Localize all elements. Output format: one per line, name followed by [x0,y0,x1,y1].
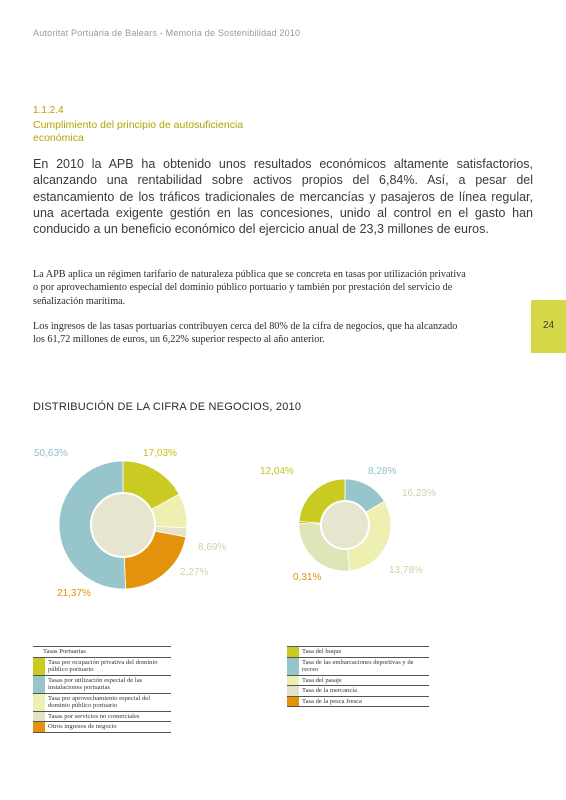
legend-swatch-orange [33,722,45,732]
lead-paragraph: En 2010 la APB ha obtenido unos resultados económicos altamente satisfactorios, alcanzando una rentabilidad sobre activos propios del 6,84%. Así, a pesar del estancamiento de los tráficos tradicionales de mercancías y pasajeros de línea regular, una acertada exigente gestión en las concesiones, unido al control en el gasto han conducido a un beneficio económico del ejercicio anual de 23,3 millones de euros. [33,157,533,237]
pie-right-label-orange: 0,31% [293,572,322,583]
donut-center [321,501,369,549]
chart-title: DISTRIBUCIÓN DE LA CIFRA DE NEGOCIOS, 2010 [33,401,302,413]
legend-header: Tasas Portuarias [43,648,86,655]
legend-swatch-beige [33,712,45,722]
legend-item [33,712,171,723]
pie-left-label-blue: 50,63% [34,448,68,459]
legend-label: Tasa del pasaje [302,676,342,684]
legend-swatch-pale-yellow [287,676,299,686]
donut-center [91,493,155,557]
pie-right-label-blue: 8,28% [368,466,397,477]
legend-label: Tasa por aprovechamiento especial del dominio público portuario [48,694,151,709]
legend-swatch-blue [287,658,299,675]
legend-swatch-pale-yellow [33,694,45,711]
legend-item [33,676,171,694]
legend-left [33,646,171,733]
legend-label: Tasa de la mercancía [302,687,358,694]
legend-label: Tasas por servicios no comerciales [48,712,140,720]
legend-label: Tasa de la pesca fresca [302,697,362,705]
legend-item [33,694,171,712]
page-header: Autoritat Portuària de Balears - Memoria de Sostenibilidad 2010 [33,28,301,38]
pie-left-label-orange: 21,37% [57,588,91,599]
section-number: 1.1.2.4 [33,105,64,116]
legend-swatch-orange [287,697,299,707]
legend-item [33,722,171,733]
pie-chart-left [59,461,187,589]
legend-header-row [33,647,171,658]
pie-left-label-beige: 2,27% [180,567,209,578]
legend-label: Tasa por ocupación privativa del dominio público portuario [48,658,158,673]
legend-item [287,686,429,697]
legend-swatch-blue [33,676,45,693]
legend-swatch-beige [287,686,299,696]
legend-item [287,697,429,708]
page-number: 24 [542,320,555,331]
legend-item [287,658,429,676]
body-paragraph-2: Los ingresos de las tasas portuarias contribuyen cerca del 80% de la cifra de negocios, que ha alcanzado los 61,72 millones de euros, un 6,22% superior respecto al año anterior. [33,321,458,346]
legend-label: Tasa del buque [302,648,342,655]
legend-label: Otros ingresos de negocio [48,723,117,730]
body-paragraph-1: La APB aplica un régimen tarifario de naturaleza pública que se concreta en tasas por utilización privativa o por aprovechamiento especial del dominio público portuario y también por prestación del servicio de señalización marítima. [33,269,466,307]
donut-charts [0,430,566,630]
pie-right-label-lime: 12,04% [260,466,294,477]
legend-swatch-lime [287,647,299,657]
legend-label: Tasa de las embarcaciones deportivas y de recreo [302,658,414,673]
pie-chart-right [299,479,391,571]
section-title: Cumplimiento del principio de autosuficiencia económica [33,119,244,144]
pie-right-label-beige: 13,78% [389,565,423,576]
pie-right-label-pale-yellow: 16,23% [402,488,436,499]
legend-item [287,647,429,658]
pie-left-label-lime: 17,03% [143,448,177,459]
pie-left-label-pale-yellow: 8,69% [198,542,227,553]
legend-swatch-lime [33,658,45,675]
legend-label: Tasas por utilización especial de las instalaciones portuarias [48,676,143,691]
legend-item [287,676,429,687]
legend-right [287,646,429,707]
legend-item [33,658,171,676]
page-number-tab [531,300,566,353]
